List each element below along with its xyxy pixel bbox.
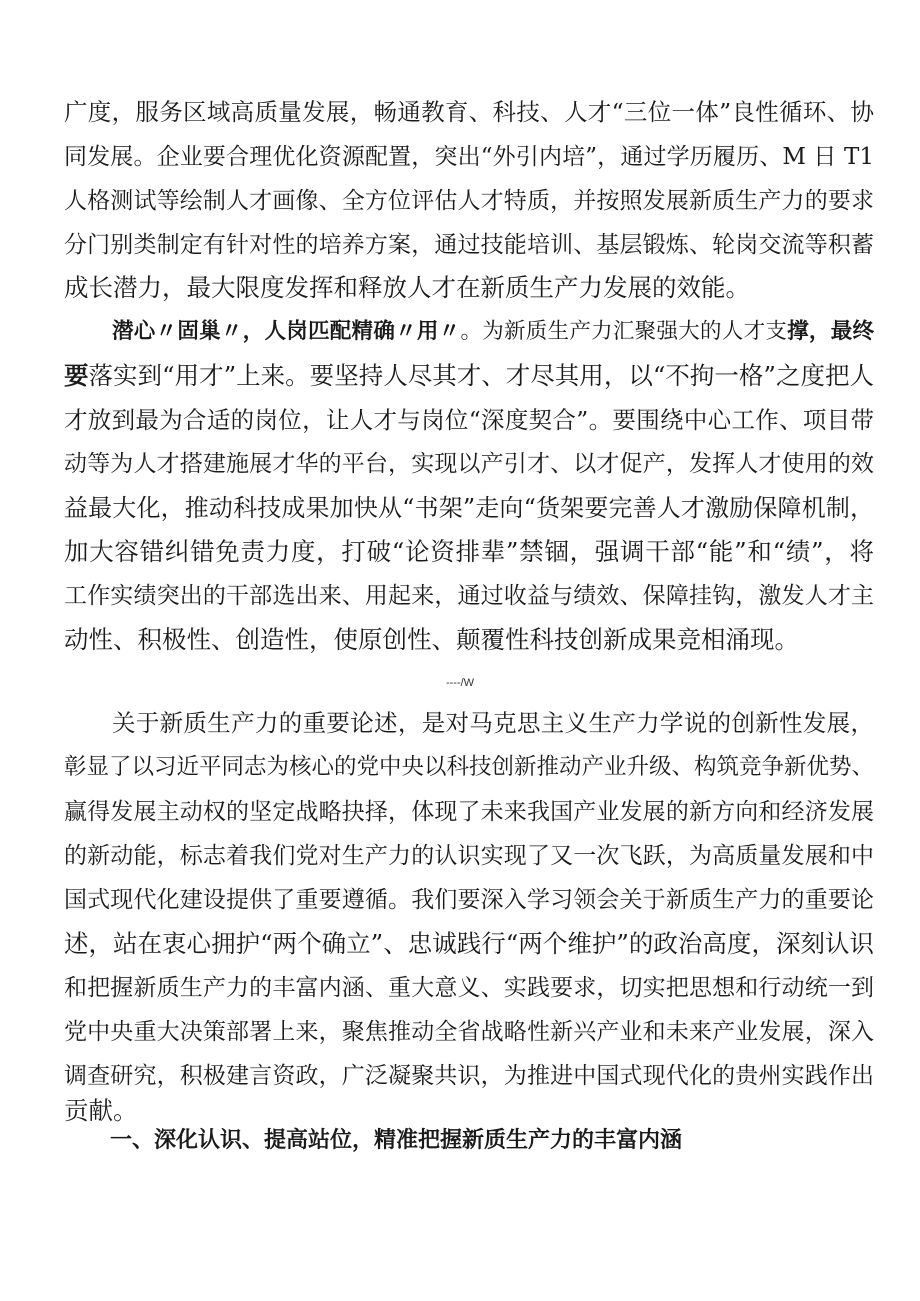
paragraph2-bold-lead: 潜心〃固巢〃，人岗匹配精确〃用〃: [112, 319, 461, 344]
paragraph2-line: 动等为人才搭建施展才华的平台，实现以产引才、以才促产，发挥人才使用的效: [64, 451, 874, 477]
paragraph1-line: 同发展。企业要合理优化资源配置，突出“外引内培”，通过学历履历、M 日 T1: [64, 144, 874, 170]
section-separator: ----/W: [445, 677, 475, 689]
section-heading: 一、深化认识、提高站位，精准把握新质生产力的丰富内涵: [110, 1128, 683, 1153]
paragraph2-line2-rest: 落实到“用才”上来。要坚持人尽其才、才尽其用，以“不拘一格”之度把人: [88, 361, 874, 390]
paragraph3-line: 的新动能，标志着我们党对生产力的认识实现了又一次飞跃，为高质量发展和中: [64, 843, 874, 869]
paragraph2-line: 加大容错纠错免责力度，打破“论资排辈”禁锢，强调干部“能”和“绩”，将: [64, 537, 874, 566]
paragraph3-line: 和把握新质生产力的丰富内涵、重大意义、实践要求，切实把思想和行动统一到: [64, 975, 874, 1001]
paragraph1-line: 分门别类制定有针对性的培养方案，通过技能培训、基层锻炼、轮岗交流等积蓄: [64, 232, 874, 258]
paragraph3-line: 赢得发展主动权的坚定战略抉择，体现了未来我国产业发展的新方向和经济发展: [64, 799, 874, 825]
paragraph1-line: 成长潜力，最大限度发挥和释放人才在新质生产力发展的效能。: [64, 273, 750, 302]
paragraph3-line: 彰显了以习近平同志为核心的党中央以科技创新推动产业升级、构筑竞争新优势、: [64, 754, 875, 780]
paragraph2-line1-bold-tail: 撑，最终: [787, 319, 874, 344]
paragraph3-line: 国式现代化建设提供了重要遵循。我们要深入学习领会关于新质生产力的重要论: [64, 887, 874, 913]
paragraph1-line: 人格测试等绘制人才画像、全方位评估人才特质，并按照发展新质生产力的要求: [64, 188, 874, 214]
paragraph2-line1-rest: 。为新质生产力汇聚强大的人才支: [460, 319, 788, 344]
paragraph2-line: 才放到最为合适的岗位，让人才与岗位“深度契合”。要围绕中心工作、项目带: [64, 406, 874, 434]
paragraph3-line: 述，站在衷心拥护“两个确立”、忠诚践行“两个维护”的政治高度，深刻认识: [64, 929, 874, 958]
paragraph2-line: [64, 361, 874, 391]
paragraph3-line: 关于新质生产力的重要论述，是对马克思主义生产力学说的创新性发展，: [112, 709, 874, 737]
paragraph2-line: 动性、积极性、创造性，使原创性、颠覆性科技创新成果竞相涌现。: [64, 625, 799, 654]
paragraph2-line: [112, 317, 874, 347]
paragraph3-line: 党中央重大决策部署上来，聚焦推动全省战略性新兴产业和未来产业发展，深入: [64, 1019, 874, 1045]
paragraph3-line: 贡献。: [64, 1096, 138, 1125]
paragraph2-line2-bold-head: 要: [64, 361, 89, 390]
paragraph2-line: 工作实绩突出的干部选出来、用起来，通过收益与绩效、保障挂钩，激发人才主: [64, 583, 874, 609]
paragraph3-line: 调查研究，积极建言资政，广泛凝聚共识，为推进中国式现代化的贵州实践作出: [64, 1063, 874, 1089]
paragraph2-line: 益最大化，推动科技成果加快从“书架”走向“货架要完善人才激励保障机制，: [64, 494, 874, 522]
paragraph1-line: 广度，服务区域高质量发展，畅通教育、科技、人才“三位一体”良性循环、协: [64, 98, 874, 126]
